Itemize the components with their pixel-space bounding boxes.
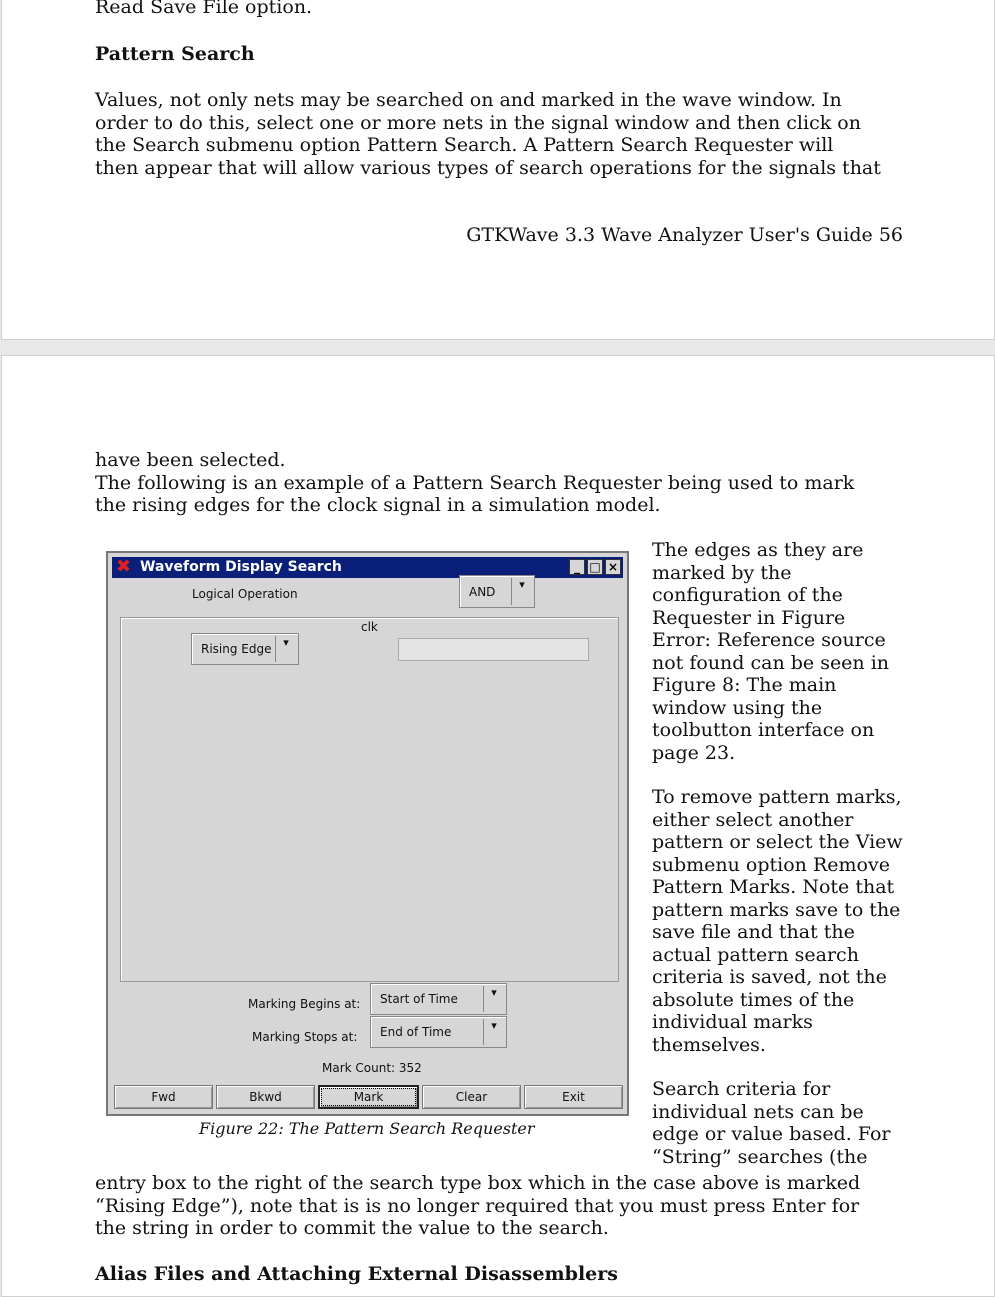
x-logo-icon: ✖: [116, 556, 132, 577]
maximize-button[interactable]: □: [587, 559, 603, 575]
paragraph-line: Values, not only nets may be searched on and marked in the wave window. In: [95, 89, 842, 111]
sidebar-paragraph: Search criteria for individual nets can be edge or value based. For “String” searches (the: [652, 1078, 891, 1168]
chevron-down-icon: ▾: [483, 1019, 504, 1045]
paragraph-line: have been selected.: [95, 449, 286, 471]
paragraph-line: “Rising Edge”), note that is is no longer required that you must press Enter for: [95, 1194, 860, 1217]
signal-name-label: clk: [361, 620, 378, 634]
mark-count: Mark Count: 352: [322, 1061, 422, 1075]
section-heading-alias-files: Alias Files and Attaching External Disassemblers: [95, 1263, 618, 1285]
pattern-search-dialog: [106, 551, 629, 1116]
chevron-down-icon: ▾: [483, 986, 504, 1012]
bkwd-button[interactable]: Bkwd: [216, 1085, 315, 1109]
mark-button[interactable]: Mark: [318, 1085, 419, 1109]
dialog-titlebar[interactable]: [112, 557, 623, 578]
search-type-select[interactable]: [191, 633, 299, 665]
pattern-frame: [120, 617, 619, 982]
cutoff-text-line: Read Save File option.: [95, 0, 313, 18]
marking-stops-label: Marking Stops at:: [252, 1030, 358, 1044]
figure-caption: Figure 22: The Pattern Search Requester: [199, 1119, 535, 1138]
document-page-57: [1, 355, 995, 1297]
paragraph-line: the Search submenu option Pattern Search. A Pattern Search Requester will: [95, 134, 834, 156]
chevron-down-icon: ▾: [511, 578, 532, 605]
dialog-title: Waveform Display Search: [140, 559, 342, 575]
search-type-value: Rising Edge: [201, 642, 272, 656]
marking-stops-value: End of Time: [380, 1025, 452, 1039]
sidebar-text: [652, 539, 907, 1190]
paragraph-line: order to do this, select one or more nets in the signal window and then click on: [95, 111, 861, 134]
logical-operation-label: Logical Operation: [192, 587, 298, 601]
marking-begins-select[interactable]: [370, 983, 507, 1015]
pattern-value-input[interactable]: [398, 638, 589, 661]
chevron-down-icon: ▾: [275, 636, 296, 662]
sidebar-paragraph: The edges as they are marked by the configuration of the Requester in Figure Error: Reference source not found can be seen in Figure 8: The main window using the toolbutton interface on page 23.: [652, 539, 890, 764]
exit-button[interactable]: Exit: [524, 1085, 623, 1109]
paragraph-line: the rising edges for the clock signal in a simulation model.: [95, 494, 661, 516]
sidebar-paragraph: To remove pattern marks, either select another pattern or select the View submenu option Remove Pattern Marks. Note that pattern marks save to the save file and that the actual pattern search criteria is saved, not the absolute times of the individual marks themselves.: [652, 786, 903, 1056]
marking-begins-value: Start of Time: [380, 992, 458, 1006]
page-footer: GTKWave 3.3 Wave Analyzer User's Guide 56: [466, 224, 903, 246]
document-page-56: [1, 0, 995, 340]
section-heading-pattern-search: Pattern Search: [95, 43, 255, 65]
minimize-button[interactable]: _: [569, 559, 585, 575]
paragraph-line: the string in order to commit the value to the search.: [95, 1217, 609, 1239]
clear-button[interactable]: Clear: [422, 1085, 521, 1109]
paragraph-line: The following is an example of a Pattern Search Requester being used to mark: [95, 471, 855, 494]
logical-operation-value: AND: [469, 584, 496, 599]
logical-operation-select[interactable]: [459, 575, 535, 608]
close-button[interactable]: ×: [605, 559, 621, 575]
marking-stops-select[interactable]: [370, 1016, 507, 1048]
fwd-button[interactable]: Fwd: [114, 1085, 213, 1109]
paragraph-line: then appear that will allow various types of search operations for the signals that: [95, 156, 881, 179]
paragraph-line: entry box to the right of the search type box which in the case above is marked: [95, 1172, 861, 1194]
marking-begins-label: Marking Begins at:: [248, 997, 361, 1011]
